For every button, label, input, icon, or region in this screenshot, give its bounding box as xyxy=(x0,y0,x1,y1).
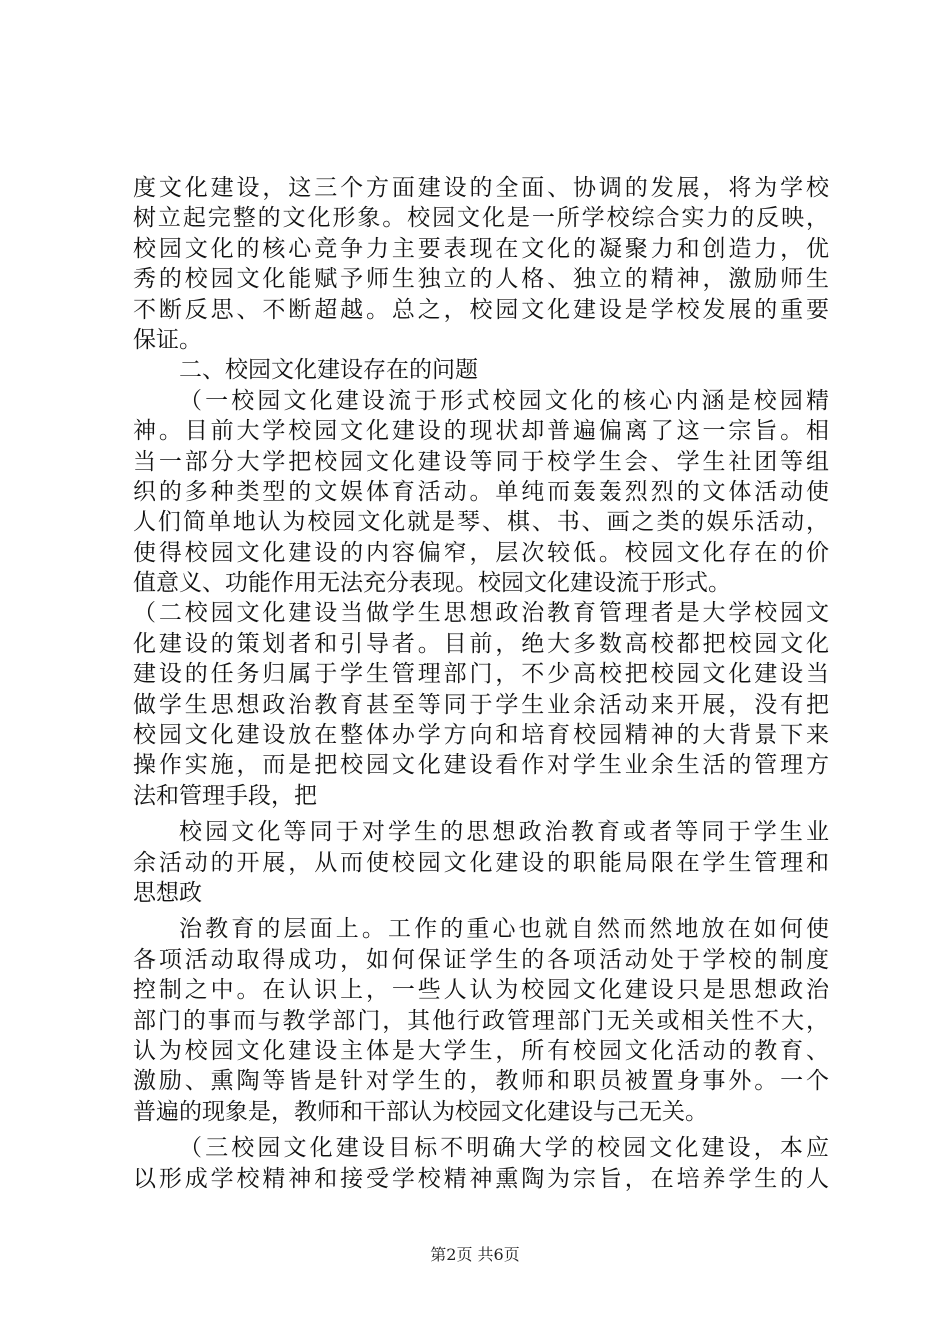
body-line: 不断反思、不断超越。总之，校园文化建设是学校发展的重要 xyxy=(133,296,829,323)
body-line: 化建设的策划者和引导者。目前，绝大多数高校都把校园文化 xyxy=(133,630,829,657)
body-line: 普遍的现象是，教师和干部认为校园文化建设与己无关。 xyxy=(133,1098,708,1125)
body-line: 余活动的开展，从而使校园文化建设的职能局限在学生管理和 xyxy=(133,849,829,876)
body-line: （三校园文化建设目标不明确大学的校园文化建设，本应 xyxy=(179,1135,829,1162)
body-line: 当一部分大学把校园文化建设等同于校学生会、学生社团等组 xyxy=(133,448,829,475)
body-line: （二校园文化建设当做学生思想政治教育管理者是大学校园文 xyxy=(133,600,829,627)
body-line: 保证。 xyxy=(133,326,202,353)
page-indicator: 第2页 共6页 xyxy=(430,1245,520,1264)
body-line: 秀的校园文化能赋予师生独立的人格、独立的精神，激励师生 xyxy=(133,266,829,293)
body-line: 使得校园文化建设的内容偏窄，层次较低。校园文化存在的价 xyxy=(133,539,829,566)
body-line: 思想政 xyxy=(133,879,202,906)
body-line: 值意义、功能作用无法充分表现。校园文化建设流于形式。 xyxy=(133,570,731,597)
body-line: 激励、熏陶等皆是针对学生的，教师和职员被置身事外。一个 xyxy=(133,1068,829,1095)
page-footer xyxy=(0,1242,950,1265)
body-line: 控制之中。在认识上，一些人认为校园文化建设只是思想政治 xyxy=(133,977,829,1004)
body-line: 做学生思想政治教育甚至等同于学生业余活动来开展，没有把 xyxy=(133,691,829,718)
body-line: 治教育的层面上。工作的重心也就自然而然地放在如何使 xyxy=(179,916,829,943)
body-line: 校园文化建设放在整体办学方向和培育校园精神的大背景下来 xyxy=(133,722,829,749)
body-line: 校园文化等同于对学生的思想政治教育或者等同于学生业 xyxy=(179,819,829,846)
body-line: 树立起完整的文化形象。校园文化是一所学校综合实力的反映， xyxy=(133,205,829,232)
body-line: 部门的事而与教学部门，其他行政管理部门无关或相关性不大， xyxy=(133,1007,829,1034)
body-line: 以形成学校精神和接受学校精神熏陶为宗旨，在培养学生的人 xyxy=(133,1165,829,1192)
body-line: 度文化建设，这三个方面建设的全面、协调的发展，将为学校 xyxy=(133,175,829,201)
body-line: 操作实施，而是把校园文化建设看作对学生业余生活的管理方 xyxy=(133,752,829,779)
body-line: 织的多种类型的文娱体育活动。单纯而轰轰烈烈的文体活动使 xyxy=(133,478,829,505)
body-line: 神。目前大学校园文化建设的现状却普遍偏离了这一宗旨。相 xyxy=(133,418,829,445)
body-line: （一校园文化建设流于形式校园文化的核心内涵是校园精 xyxy=(179,387,829,414)
body-line: 校园文化的核心竞争力主要表现在文化的凝聚力和创造力，优 xyxy=(133,235,829,262)
body-line: 人们简单地认为校园文化就是琴、棋、书、画之类的娱乐活动， xyxy=(133,509,829,536)
body-line: 认为校园文化建设主体是大学生，所有校园文化活动的教育、 xyxy=(133,1037,829,1064)
body-line: 各项活动取得成功，如何保证学生的各项活动处于学校的制度 xyxy=(133,946,829,973)
document-body xyxy=(133,173,829,1194)
body-line: 建设的任务归属于学生管理部门，不少高校把校园文化建设当 xyxy=(133,661,829,688)
section-heading: 二、校园文化建设存在的问题 xyxy=(179,357,478,384)
body-line: 法和管理手段，把 xyxy=(133,782,317,809)
